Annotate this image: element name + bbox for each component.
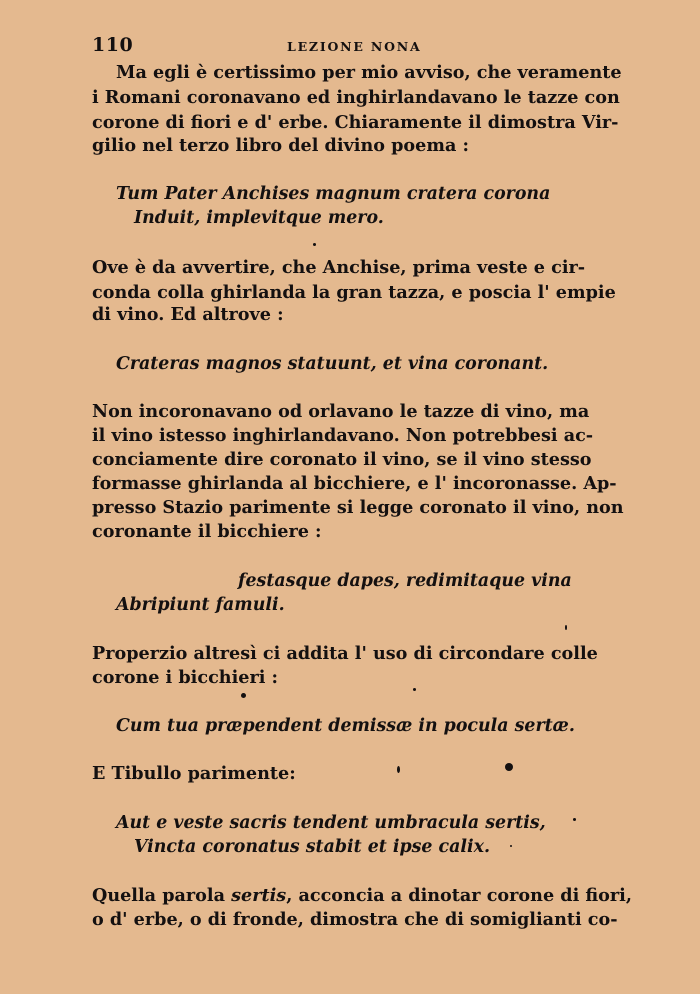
verse-line: Vincta coronatus stabit et ipse calix. xyxy=(134,837,491,857)
ink-speck xyxy=(565,625,567,630)
ink-speck xyxy=(397,766,400,773)
text-line: formasse ghirlanda al bicchiere, e l' incoronasse. Ap- xyxy=(92,473,617,494)
verse-line: festasque dapes, redimitaque vina xyxy=(238,571,572,591)
ink-speck xyxy=(505,763,513,771)
text-line: conciamente dire coronato il vino, se il vino stesso xyxy=(92,449,592,470)
text-line: corone di fiori e d' erbe. Chiaramente il dimostra Vir- xyxy=(92,112,619,133)
text-line: E Tibullo parimente: xyxy=(92,763,296,784)
text-line: gilio nel terzo libro del divino poema : xyxy=(92,135,469,156)
text-line: coronante il bicchiere : xyxy=(92,521,322,542)
text-segment: Quella parola xyxy=(92,885,232,906)
page-number: 110 xyxy=(92,34,134,56)
italic-word: sertis xyxy=(231,885,287,906)
text-line: Properzio altresì ci addita l' uso di circondare colle xyxy=(92,643,598,664)
verse-line: Induit, implevitque mero. xyxy=(134,208,384,228)
page-header xyxy=(92,34,608,60)
text-line xyxy=(92,884,632,908)
text-line: Ove è da avvertire, che Anchise, prima veste e cir- xyxy=(92,257,586,278)
text-line: presso Stazio parimente si legge coronato il vino, non xyxy=(92,497,624,518)
text-line: corone i bicchieri : xyxy=(92,667,279,688)
text-line: di vino. Ed altrove : xyxy=(92,304,284,325)
text-line: i Romani coronavano ed inghirlandavano le tazze con xyxy=(92,87,620,108)
ink-speck xyxy=(413,688,416,691)
text-line: conda colla ghirlanda la gran tazza, e poscia l' empie xyxy=(92,282,616,303)
verse-line: Tum Pater Anchises magnum cratera corona xyxy=(116,184,551,204)
text-line: Ma egli è certissimo per mio avviso, che veramente xyxy=(116,62,622,83)
text-line: o d' erbe, o di fronde, dimostra che di somiglianti co- xyxy=(92,909,618,930)
running-head: LEZIONE NONA xyxy=(287,39,422,54)
verse-line: Cum tua præpendent demissæ in pocula sertæ. xyxy=(116,716,575,736)
ink-speck xyxy=(241,693,246,698)
text-line: Non incoronavano od orlavano le tazze di vino, ma xyxy=(92,401,590,422)
ink-speck xyxy=(573,818,576,821)
verse-line: Abripiunt famuli. xyxy=(116,595,285,615)
text-segment: , acconcia a dinotar corone di fiori, xyxy=(286,885,632,906)
ink-speck xyxy=(313,243,316,246)
text-line: il vino istesso inghirlandavano. Non potrebbesi ac- xyxy=(92,425,594,446)
verse-line: Crateras magnos statuunt, et vina coronant. xyxy=(116,354,549,374)
verse-line: Aut e veste sacris tendent umbracula sertis, xyxy=(116,813,546,833)
ink-speck xyxy=(510,845,512,847)
